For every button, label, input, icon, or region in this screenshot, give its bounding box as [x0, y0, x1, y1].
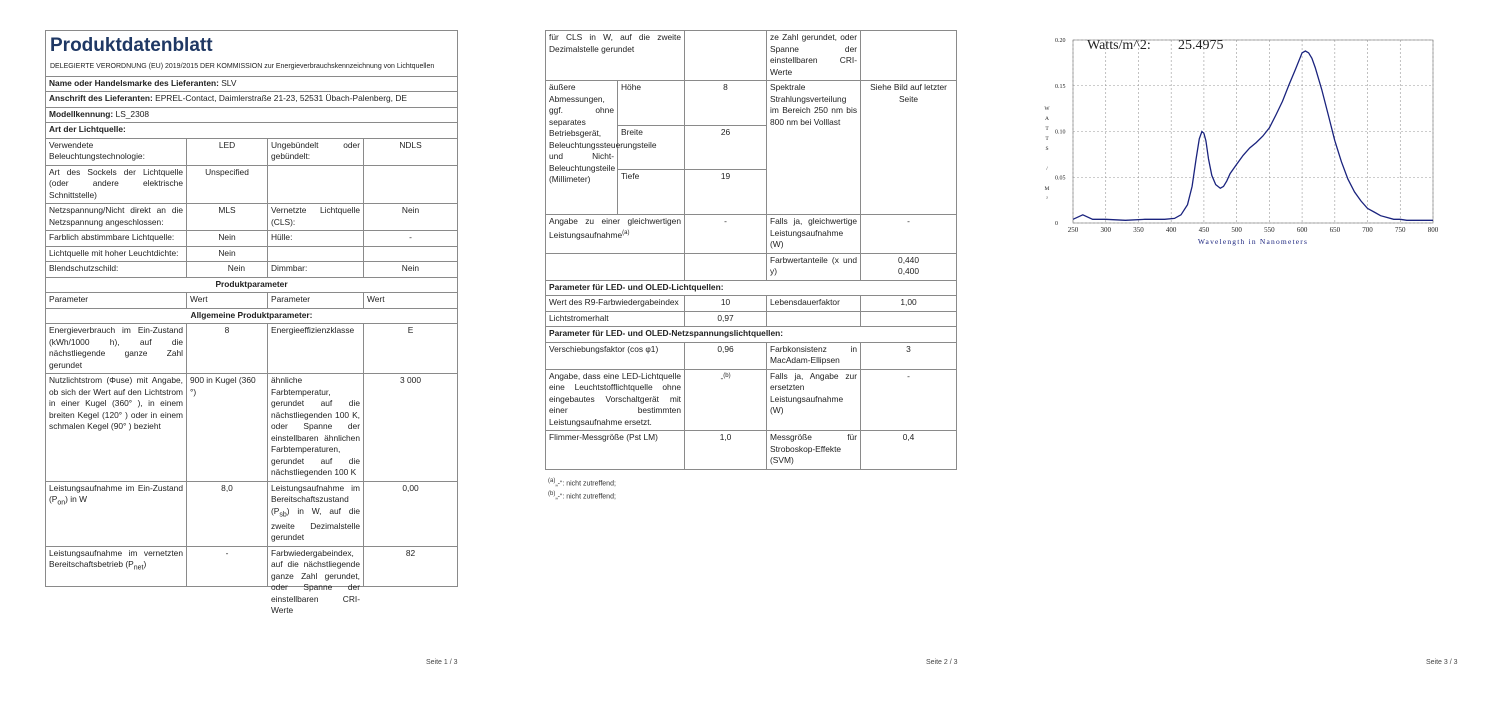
cell-value: - [364, 231, 458, 247]
table-row [546, 31, 957, 81]
x-tick-label: 400 [1165, 226, 1177, 234]
y-axis-label-char: T [1045, 126, 1049, 132]
cell-label: Art des Sockels der Lichtquelle (oder andere elektrische Schnittstelle) [46, 165, 187, 204]
cell-value: 82 [364, 546, 458, 586]
cell-label: Spektrale Strahlungsverteilung im Bereich 250 nm bis 800 nm bei Volllast [767, 81, 861, 215]
cell-value: 0,440 0,400 [861, 253, 957, 280]
cell-label: Netzspannung/Nicht direkt an die Netzspannung angeschlossen: [46, 204, 187, 231]
table-row [546, 431, 957, 470]
table-row [46, 324, 458, 374]
cell-label: Energieeffizienzklasse [268, 324, 364, 374]
cell-value: 26 [685, 125, 767, 170]
cell-value: Nein [187, 246, 268, 262]
cell-value: 1,00 [861, 296, 957, 312]
cell-value: - [685, 215, 767, 254]
cell-label: Leistungsaufnahme im Bereitschaftszustand $(P_{sb})$ in W, auf die zweite Dezimalstelle gerundet [268, 481, 364, 546]
table-row [546, 253, 957, 280]
cell-value: 0,97 [685, 311, 767, 327]
cell-value: - [861, 369, 957, 431]
table-row [546, 296, 957, 312]
cell-label: Wert des R9-Farbwiedergabeindex [546, 296, 685, 312]
x-tick-label: 250 [1067, 226, 1079, 234]
light-source-type-label: Art der Lichtquelle: [46, 123, 458, 139]
x-tick-label: 500 [1231, 226, 1242, 234]
y-tick-label: 0 [1055, 221, 1058, 227]
cell-value: 19 [685, 170, 767, 215]
cell-label: Dimmbar: [268, 262, 364, 278]
cell-label: Verschiebungsfaktor (cos φ1) [546, 342, 685, 369]
y-axis-label-char: W [1044, 106, 1050, 112]
cell-label: Leistungsaufnahme im vernetzten Bereitschaftsbetrieb $(P_{net})$ [46, 546, 187, 586]
y-axis-label-char: M [1044, 186, 1050, 192]
y-axis-label-char: T [1045, 136, 1049, 142]
y-tick-label: 0.20 [1055, 38, 1066, 44]
spectrum-line [1073, 51, 1433, 220]
table-row [546, 311, 957, 327]
y-tick-label: 0.05 [1055, 175, 1066, 182]
cell-value: 3 000 [364, 374, 458, 482]
spectral-distribution-chart [1030, 20, 1500, 250]
cell-label: Falls ja, Angabe zur ersetzten Leistungsaufnahme (W) [767, 369, 861, 431]
watts-label: Watts/m^2: [1087, 38, 1151, 53]
supplier-label: Name oder Handelsmarke des Lieferanten: [49, 77, 219, 88]
x-tick-label: 750 [1395, 226, 1406, 234]
model-label: Modellkennung: [49, 108, 114, 119]
x-tick-label: 600 [1296, 226, 1308, 234]
y-axis-label-char: A [1045, 116, 1049, 122]
cell-label: ähnliche Farbtemperatur, gerundet auf die nächstliegenden 100 K, oder Spanne der einstellbaren ähnlichen Farbtemperaturen, gerundet auf die nächstliegenden 100 K [268, 374, 364, 482]
cell-label: Farbkonsistenz in MacAdam-Ellipsen [767, 342, 861, 369]
cell-label: Nutzlichtstrom (Φuse) mit Angabe, ob sich der Wert auf den Lichtstrom in einer Kugel (360° ), in einem breiten Kegel (120° ) oder in einem schmalen Kegel (90° ) bezieht [46, 374, 187, 482]
cell-label: Blendschutzschild: [46, 262, 187, 278]
table-row [46, 165, 458, 204]
x-tick-label: 300 [1100, 226, 1111, 234]
cell-value: MLS [187, 204, 268, 231]
table-row [46, 481, 458, 546]
cell-value: -$^{(b)}$ [685, 369, 767, 431]
y-tick-label: 0.10 [1055, 129, 1066, 136]
x-tick-label: 650 [1329, 226, 1341, 234]
cell-label: Farbwertanteile (x und y) [767, 253, 861, 280]
cell-value: - [187, 546, 268, 586]
table-row [546, 342, 957, 369]
y-axis-label-char: ² [1046, 196, 1048, 202]
table-row [46, 246, 458, 262]
led-parameters-heading: Parameter für LED- und OLED-Lichtquellen: [546, 280, 957, 296]
cell-value: Nein [187, 231, 268, 247]
cell-label: Angabe, dass eine LED-Lichtquelle eine Leuchtstofflichtquelle ohne eingebautes Vorschaltgerät mit einer bestimmten Leistungsaufnahme ersetzt. [546, 369, 685, 431]
column-header: Wert [187, 293, 268, 309]
cell-value: 8 [187, 324, 268, 374]
cell-label: Tiefe [618, 170, 685, 215]
general-parameters-heading: Allgemeine Produktparameter: [46, 308, 458, 324]
cell-label: Leistungsaufnahme im Ein-Zustand $(P_{on})$ in W [46, 481, 187, 546]
chart-grid [1073, 40, 1433, 223]
supplier-value: SLV [221, 77, 237, 88]
page-2 [500, 0, 1000, 707]
document-title: Produktdatenblatt [50, 35, 213, 56]
y-axis-label-char: S [1045, 146, 1049, 152]
table-row [546, 215, 957, 254]
cell-value: Nein [187, 262, 268, 278]
footnote-a: $^{(a)}$„-“: nicht zutreffend; [548, 478, 616, 488]
column-header: Parameter [46, 293, 187, 309]
cell-label: Breite [618, 125, 685, 170]
x-tick-label: 550 [1264, 226, 1275, 234]
model-value: LS_2308 [115, 108, 150, 119]
y-axis-label-char: / [1046, 166, 1048, 172]
column-header-row [46, 293, 458, 309]
datasheet-table-page-2 [545, 30, 957, 470]
cell-label: Höhe [618, 81, 685, 126]
table-row [46, 204, 458, 231]
cell-value: 0,00 [364, 481, 458, 546]
cell-label: Ungebündelt oder gebündelt: [268, 138, 364, 165]
x-tick-label: 700 [1362, 226, 1373, 234]
table-row [46, 546, 458, 586]
page-number: Seite 1 / 3 [426, 659, 458, 666]
cell-value: NDLS [364, 138, 458, 165]
cell-label: Vernetzte Lichtquelle (CLS): [268, 204, 364, 231]
x-axis-label: Wavelength in Nanometers [1197, 237, 1309, 246]
cell-value: Unspecified [187, 165, 268, 204]
table-row [46, 374, 458, 482]
table-row [46, 262, 458, 278]
cell-label: Lichtstromerhalt [546, 311, 685, 327]
mains-parameters-heading: Parameter für LED- und OLED-Netzspannungslichtquellen: [546, 327, 957, 343]
cell-label: Angabe zu einer gleichwertigen Leistungsaufnahme$^{(a)}$ [546, 215, 685, 254]
cell-value: Siehe Bild auf letzter Seite [861, 81, 957, 215]
cell-label: Flimmer-Messgröße (Pst LM) [546, 431, 685, 470]
footnote-b: $^{(b)}$„-“: nicht zutreffend; [548, 491, 616, 501]
y-tick-label: 0.15 [1055, 83, 1066, 90]
watts-value: 25.4975 [1178, 38, 1224, 53]
column-header: Parameter [268, 293, 364, 309]
page-1 [0, 0, 500, 707]
cell-value: E [364, 324, 458, 374]
address-label: Anschrift des Lieferanten: [49, 93, 153, 103]
cell-value: 10 [685, 296, 767, 312]
cell-label: Hülle: [268, 231, 364, 247]
cell-value: 8 [685, 81, 767, 126]
page-3 [1000, 0, 1500, 707]
cell-value: LED [187, 138, 268, 165]
table-row [546, 81, 957, 126]
regulation-text: DELEGIERTE VERORDNUNG (EU) 2019/2015 DER KOMMISSION zur Energieverbrauchskennzeichnung von Lichtquellen [50, 63, 435, 70]
cell-value: Nein [364, 262, 458, 278]
cell-value: 1,0 [685, 431, 767, 470]
cell-value: 0,96 [685, 342, 767, 369]
cell-value: 8,0 [187, 481, 268, 546]
product-parameters-heading: Produktparameter [46, 277, 458, 293]
cell-label: Messgröße für Stroboskop-Effekte (SVM) [767, 431, 861, 470]
dimensions-label: äußere Abmessungen, ggf. ohne separates Betriebsgerät, Beleuchtungssteuerungsteile und Nicht-Beleuchtungsteile (Millimeter) [546, 81, 618, 215]
page-number: Seite 2 / 3 [926, 659, 958, 666]
cell-value: 900 in Kugel (360 °) [187, 374, 268, 482]
cell-value: Nein [364, 204, 458, 231]
cell-label: für CLS in W, auf die zweite Dezimalstelle gerundet [546, 31, 685, 81]
cell-label: Energieverbrauch im Ein-Zustand (kWh/1000 h), auf die nächstliegende ganze Zahl gerundet [46, 324, 187, 374]
x-tick-label: 450 [1198, 226, 1210, 234]
address-value: EPREL-Contact, Daimlerstraße 21-23, 52531 Übach-Palenberg, DE [155, 93, 407, 103]
column-header: Wert [364, 293, 458, 309]
cell-label-clipped: Farbwiedergabeindex, auf die nächstliegende ganze Zahl gerundet, oder Spanne der einstellbaren CRI-Werte [268, 546, 364, 586]
page-number: Seite 3 / 3 [1426, 659, 1458, 666]
table-row [546, 369, 957, 431]
cell-value: 3 [861, 342, 957, 369]
cell-label: Lebensdauerfaktor [767, 296, 861, 312]
datasheet-table-page-1 [45, 30, 458, 616]
cell-value: 0,4 [861, 431, 957, 470]
cell-label: Falls ja, gleichwertige Leistungsaufnahme (W) [767, 215, 861, 254]
cell-label: ze Zahl gerundet, oder Spanne der einstellbaren CRI-Werte [767, 31, 861, 81]
cell-label: Lichtquelle mit hoher Leuchtdichte: [46, 246, 187, 262]
table-row [46, 138, 458, 165]
cell-label: Verwendete Beleuchtungstechnologie: [46, 138, 187, 165]
table-row [46, 231, 458, 247]
cell-value: - [861, 215, 957, 254]
cell-label: Farblich abstimmbare Lichtquelle: [46, 231, 187, 247]
x-tick-label: 800 [1427, 226, 1439, 234]
x-tick-label: 350 [1133, 226, 1144, 234]
